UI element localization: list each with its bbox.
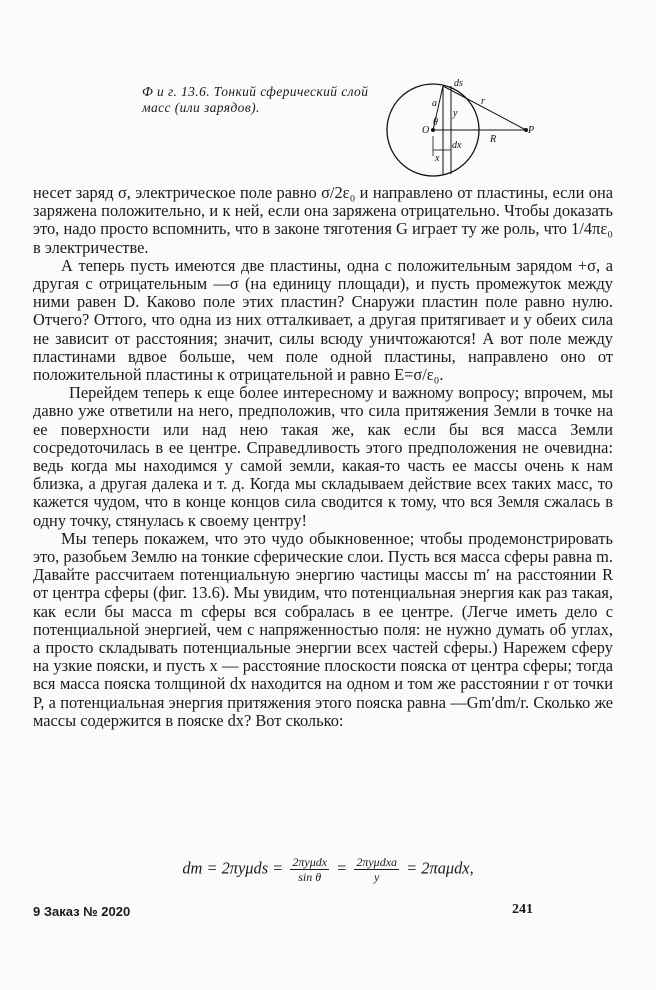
paragraph-2: А теперь пусть имеются две пластины, одна с положительным зарядом +σ, а другая с отрицательным —σ (на единицу площади), и пусть промежуток между ними равен D. Каково поле этих пластин? Снаружи пластин поле равно нулю. Отчего? Оттого, что одна из них отталкивает, а другая притягивает и у обеих сила не зависит от расстояния; значит, силы всюду уничтожаются! А вот поле между пластинами вдвое больше, чем поле одной пластины, направлено оно от положительной пластины к отрицательной и равно E=σ/ε₀. — [33, 255, 613, 385]
label-r: r — [481, 96, 485, 107]
mass-element-formula — [0, 855, 656, 884]
fraction-1-denominator: sin θ — [298, 870, 322, 884]
paragraph-4: Мы теперь покажем, что это чудо обыкновенное; чтобы продемонстрировать это, разобьем Землю на тонкие сферические слои. Пусть вся масса сферы равна m. Давайте рассчитаем потенциальную энергию частицы массы m′ на расстоянии R от центра сферы (фиг. 13.6). Мы увидим, что потенциальная энергия как раз такая, как если бы масса m сферы вся собралась в ее центре. (Легче иметь дело с потенциальной энергией, чем с напряженностью поля: не нужно думать об углах, а просто складывать потенциальные энергии всех частей сферы.) Нарежем сферу на узкие пояски, и пусть x — расстояние плоскости пояска от центра сферы; тогда вся масса пояска толщиной dx находится на одном и том же расстоянии r от точки P, а потенциальная энергия притяжения этого пояска равна —Gm′dm/r. Сколько же массы содержится в пояске dx? Вот сколько: — [33, 528, 613, 730]
print-order-note: 9 Заказ № 2020 — [33, 904, 131, 919]
label-O: O — [422, 125, 430, 136]
spherical-shell-diagram — [378, 76, 548, 184]
label-ds: ds — [454, 78, 463, 89]
label-x: x — [435, 153, 440, 164]
label-R: R — [490, 134, 497, 145]
formula-rhs: = 2πaμdx, — [406, 858, 474, 878]
body-text — [33, 184, 613, 730]
fraction-2-numerator: 2πyμdxa — [356, 855, 398, 869]
center-point-O — [431, 128, 435, 132]
formula-lhs: dm = 2πyμds = — [182, 858, 284, 878]
figure-13-6-spherical-shell — [378, 76, 548, 184]
paragraph-3: Перейдем теперь к еще более интересному и важному вопросу; впрочем, мы давно уже ответили на него, предположив, что сила притяжения Земли в точке на ее поверхности или над нею такая же, как если бы вся масса Земли сосредоточилась в ее центре. Справедливость этого предположения не очевидна: ведь когда мы находимся у самой земли, какая-то часть ее массы очень к нам близка, а другая далека и т. д. Когда мы складываем действие всех таких масс, то кажется чудом, что в конце концов сила сводится к тому, что вся Земля сжалась в одну точку, стянулась к своему центру! — [33, 383, 613, 530]
label-a: a — [432, 98, 437, 109]
label-y: y — [453, 108, 458, 119]
page-number: 241 — [512, 902, 533, 917]
paragraph-1: несет заряд σ, электрическое поле равно σ/2ε₀ и направлено от пластины, если она заряжена положительно, и к ней, если она заряжена отрицательно. Чтобы доказать это, надо просто вспомнить, что в законе тяготения G играет ту же роль, что 1/4πε₀ в электричестве. — [33, 183, 613, 257]
formula-fraction-2 — [354, 855, 399, 884]
fraction-2-denominator: y — [374, 870, 380, 884]
figure-caption: Ф и г. 13.6. Тонкий сферический слой масс (или зарядов). — [142, 84, 369, 115]
formula-fraction-1 — [290, 855, 329, 884]
label-theta: θ — [433, 117, 438, 128]
label-P: P — [528, 125, 535, 136]
formula-equals: = — [336, 858, 348, 878]
label-dx: dx — [452, 140, 462, 151]
fraction-1-numerator: 2πyμdx — [292, 855, 328, 869]
